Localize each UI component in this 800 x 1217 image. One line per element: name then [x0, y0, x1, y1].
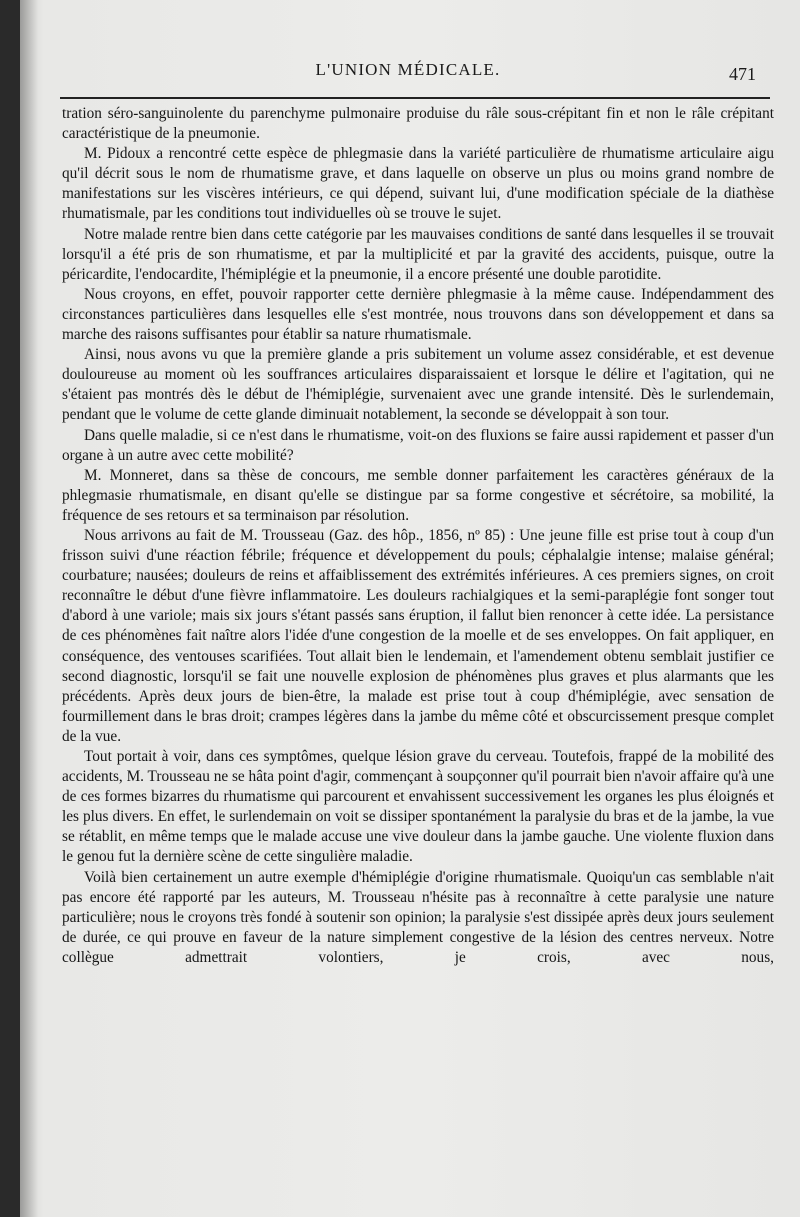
paragraph: Voilà bien certainement un autre exemple d'hémiplégie d'origine rhumatismale. Quoiqu'un cas semblable n'ait pas encore été rapporté par les auteurs, M. Trousseau n'hésite pas à reconnaître à cette paralysie une nature particulière; nous le croyons très fondé à soutenir son opinion; la paralysie s'est dissipée après deux jours seulement de durée, ce qui prouve en faveur de la nature simplement congestive de la lésion des centres nerveux. Notre collègue admettrait volontiers, je crois, avec nous,: [62, 868, 774, 966]
paragraph: Nous arrivons au fait de M. Trousseau (Gaz. des hôp., 1856, nº 85) : Une jeune fille est prise tout à coup d'un frisson suivi d'une réaction fébrile; fréquence et développement du pouls; céphalalgie intense; malaise général; courbature; nausées; douleurs de reins et affaiblissement des extrémités inférieures. A ces premiers signes, on croit reconnaître le début d'une fièvre inflammatoire. Les douleurs rachialgiques et la semi-paraplégie font songer tout d'abord à une variole; mais six jours s'étant passés sans éruption, il fallut bien renoncer à cette idée. La persistance de ces phénomènes fait naître alors l'idée d'une congestion de la moelle et de ses enveloppes. On fait appliquer, en conséquence, des ventouses scarifiées. Tout allait bien le lendemain, et l'amendement obtenu semblait justifier ce second diagnostic, lorsqu'il se fait une nouvelle explosion de phénomènes plus graves et plus alarmants que les précédents. Après deux jours de bien-être, la malade est prise tout à coup d'hémiplégie, avec sensation de fourmillement dans le bras droit; crampes légères dans la jambe du même côté et obscurcissement presque complet de la vue.: [62, 526, 774, 745]
header-rule: [60, 97, 770, 99]
page-fold-shadow: [20, 0, 38, 1217]
page-number: 471: [729, 64, 756, 84]
paragraph: Dans quelle maladie, si ce n'est dans le rhumatisme, voit-on des fluxions se faire aussi rapidement et passer d'un organe à un autre avec cette mobilité?: [62, 426, 774, 464]
paragraph: tration séro-sanguinolente du parenchyme pulmonaire produise du râle sous-crépitant fin et non le râle crépitant caractéristique de la pneumonie.: [62, 105, 774, 143]
paragraph: M. Pidoux a rencontré cette espèce de phlegmasie dans la variété particulière de rhumatisme articulaire aigu qu'il décrit sous le nom de rhumatisme grave, et dans laquelle on observe un plus ou moins grand nombre de manifestations sur les viscères intérieurs, ce qui dépend, suivant lui, d'une modification spéciale de la diathèse rhumatismale, par les conditions tout individuelles où se trouve le sujet.: [62, 145, 774, 223]
running-title: L'UNION MÉDICALE.: [315, 60, 501, 79]
paragraph: Tout portait à voir, dans ces symptômes, quelque lésion grave du cerveau. Toutefois, frappé de la mobilité des accidents, M. Trousseau ne se hâta point d'agir, commençant à soupçonner qu'il pourrait bien n'avoir affaire qu'à une de ces formes bizarres du rhumatisme qui parcourent et envahissent successivement les organes les plus éloignés et les plus divers. En effet, le surlendemain on voit se dissiper spontanément la paralysie du bras et de la jambe, la vue se rétablit, en même temps que le malade accuse une vive douleur dans la jambe gauche. Une violente fluxion dans le genou fut la dernière scène de cette singulière maladie.: [62, 748, 774, 866]
paragraph: Nous croyons, en effet, pouvoir rapporter cette dernière phlegmasie à la même cause. Indépendamment des circonstances particulières dans lesquelles elle s'est montrée, nous trouvons dans son développement et dans sa marche des raisons suffisantes pour établir sa nature rhumatismale.: [62, 285, 774, 344]
body-text: [62, 104, 774, 968]
page-sheet: [20, 0, 800, 1217]
paragraph: M. Monneret, dans sa thèse de concours, me semble donner parfaitement les caractères généraux de la phlegmasie rhumatismale, en disant qu'elle se distingue par sa forme congestive et sécrétoire, sa mobilité, la fréquence de ses retours et sa terminaison par résolution.: [62, 466, 774, 524]
paragraph: Notre malade rentre bien dans cette catégorie par les mauvaises conditions de santé dans lesquelles il se trouvait lorsqu'il a été pris de son rhumatisme, et par la multiplicité et par la gravité des accidents, puisque, outre la péricardite, l'endocardite, l'hémiplégie et la pneumonie, il a encore présenté une double parotidite.: [62, 225, 774, 283]
paragraph: Ainsi, nous avons vu que la première glande a pris subitement un volume assez considérable, et est devenue douloureuse au moment où les souffrances articulaires disparaissaient et lorsque le délire et l'agitation, qui ne s'étaient pas montrés dès le début de l'hémiplégie, survenaient avec une grande intensité. Dès le surlendemain, pendant que le volume de cette glande diminuait notablement, la seconde se développait à son tour.: [62, 346, 774, 424]
page-header: [60, 58, 756, 88]
